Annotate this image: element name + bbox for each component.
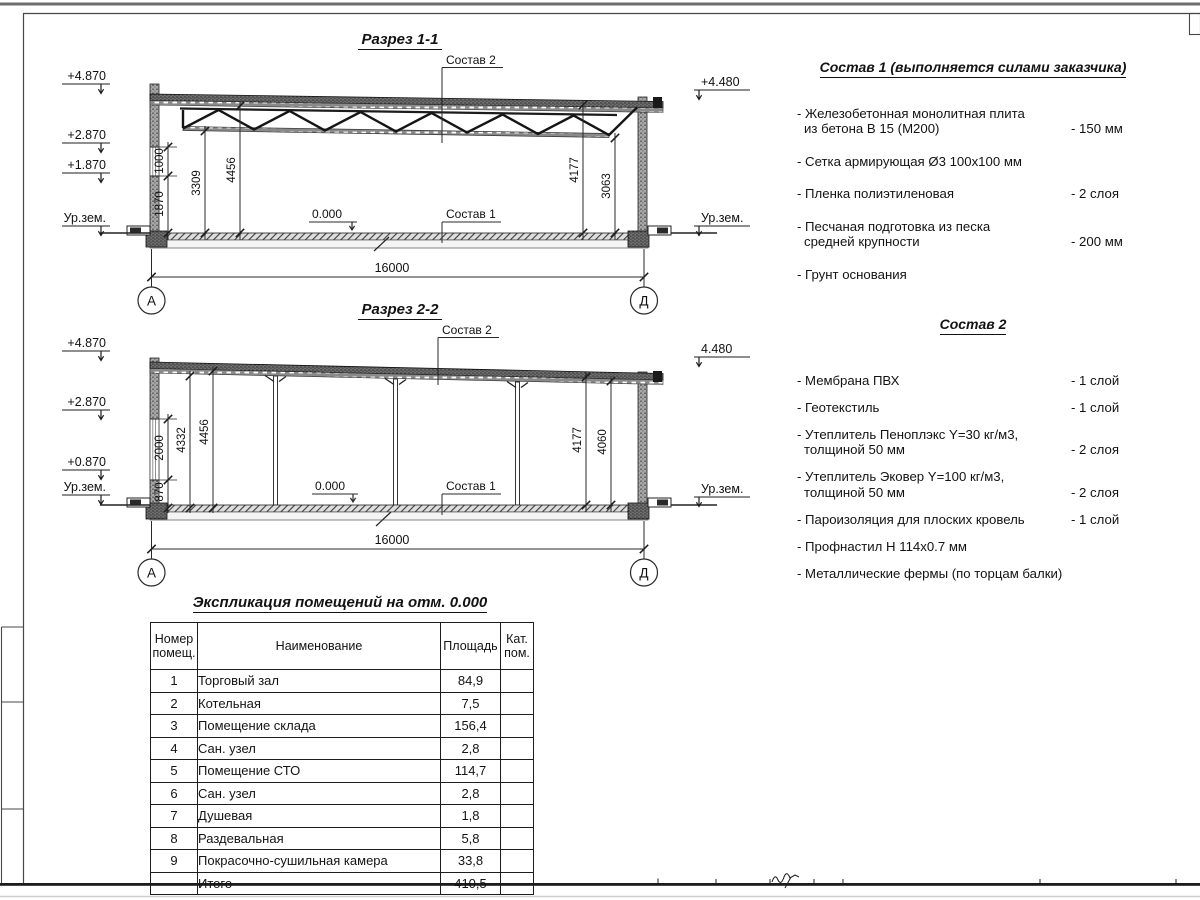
col-header-category: Кат. пом. [501,623,534,670]
room-name: Душевая [198,805,441,828]
section-2-2-title-text: Разрез 2-2 [358,301,441,320]
dimension-lines [158,366,615,513]
room-number: 2 [151,692,198,715]
table-row [151,737,534,760]
room-name: Сан. узел [198,782,441,805]
col-header-name: Наименование [198,623,441,670]
roof-truss [180,108,637,138]
floor-slab [100,498,717,526]
dimension-label: 4177 [572,427,584,453]
table-row [151,782,534,805]
room-category [501,850,534,873]
frame-corner-box [1190,14,1200,35]
layer-text-2: средней крупности [804,234,920,249]
dimension-label: 1000 [154,148,166,174]
layer-item [797,154,1149,170]
roof-composition-label: Состав 2 [446,53,496,67]
total-area: 410,5 [441,872,501,895]
room-category [501,872,534,895]
col-header-room-number: Номер помещ. [151,623,198,670]
layer-item [797,400,1149,416]
room-category [501,715,534,738]
layer-item [797,539,1149,555]
dimension-label: 4177 [569,157,581,183]
roof-end-plate [653,97,662,108]
table-header-row [151,623,534,670]
layer-item [797,219,1149,250]
table-total-row [151,872,534,895]
elevation-label: +1.870 [67,158,106,172]
layer-text: - Песчаная подготовка из песка [797,218,991,234]
room-number: 7 [151,805,198,828]
dimension-label: 1870 [154,191,166,217]
dimension-label: 4332 [176,427,188,453]
zero-level-label: 0.000 [315,479,346,493]
layer-text: - Пароизоляция для плоских кровель [797,511,1025,527]
roof-composition-label: Состав 2 [442,323,492,337]
layer-value: - 2 слоя [1071,186,1119,201]
room-area: 156,4 [441,715,501,738]
roof-end-plate [653,371,662,382]
section-2-2-drawing [62,323,750,586]
room-area: 7,5 [441,692,501,715]
elevation-label: +2.870 [67,395,106,409]
layer-value: - 2 слоя [1071,442,1119,457]
section-2-2-title [330,301,470,320]
table-row [151,692,534,715]
layer-text: - Утеплитель Пеноплэкс Y=30 кг/м3, [797,426,1019,442]
room-name: Торговый зал [198,670,441,693]
section-1-1-title [330,31,470,50]
composition-1-title-text: Состав 1 (выполняется силами заказчика) [820,60,1127,78]
layer-text: - Сетка армирующая Ø3 100х100 мм [797,153,1022,169]
layer-text: - Утеплитель Эковер Y=100 кг/м3, [797,469,1005,484]
dimension-label: 4060 [597,429,609,455]
layer-value: - 1 слой [1071,372,1120,388]
dimension-label: 3063 [601,173,613,199]
section-1-1-title-text: Разрез 1-1 [358,31,441,50]
room-area: 114,7 [441,760,501,783]
layer-item [797,267,1149,283]
table-row [151,715,534,738]
section-1-1-drawing [62,53,750,314]
explication-table [150,622,534,895]
room-name: Помещение склада [198,715,441,738]
elevation-label: 4.480 [701,342,733,356]
layer-text-2: толщиной 50 мм [804,442,905,457]
room-category [501,670,534,693]
elevation-label: Ур.зем. [701,482,744,496]
floor-composition-label: Состав 1 [446,479,496,493]
room-category [501,760,534,783]
dimension-label: 870 [154,482,166,502]
layer-value: - 200 мм [1071,234,1123,249]
zero-level-label: 0.000 [312,207,343,221]
layer-value: - 1 слой [1071,511,1120,527]
room-area: 33,8 [441,850,501,873]
layer-text: - Пленка полиэтиленовая [797,186,954,201]
layer-text: - Геотекстиль [797,399,880,415]
layer-text: - Металлические фермы (по торцам балки) [797,565,1063,581]
room-category [501,805,534,828]
room-name: Сан. узел [198,737,441,760]
layer-text-2: из бетона В 15 (М200) [804,121,940,136]
room-name: Помещение СТО [198,760,441,783]
elevation-label: +0.870 [67,455,106,469]
room-number: 3 [151,715,198,738]
room-area: 84,9 [441,670,501,693]
layer-text: - Железобетонная монолитная плита [797,105,1025,121]
layer-text-2: толщиной 50 мм [804,484,905,500]
composition-2-title-text: Состав 2 [940,317,1007,335]
room-area: 5,8 [441,827,501,850]
room-number: 1 [151,670,198,693]
elevation-label: Ур.зем. [63,211,106,225]
total-label: Итого [198,872,441,895]
room-number: 4 [151,737,198,760]
composition-1-title [797,60,1149,78]
table-row [151,850,534,873]
table-row [151,805,534,828]
overall-width-label: 16000 [374,261,410,275]
layer-text: - Профнастил Н 114х0.7 мм [797,538,967,554]
layer-item [797,106,1149,137]
layer-item [797,186,1149,202]
composition-2-title [797,317,1149,335]
elevation-label: +2.870 [67,128,106,142]
layer-text: - Мембрана ПВХ [797,372,900,388]
right-wall [638,372,647,505]
axis-label: Д [639,293,649,309]
signature-scribble [772,874,799,888]
right-wall [638,97,647,235]
room-number: 8 [151,827,198,850]
elevation-label: +4.870 [67,336,106,350]
elevation-label: Ур.зем. [701,211,744,225]
room-category [501,782,534,805]
explication-title-text: Экспликация помещений на отм. 0.000 [192,594,488,611]
room-category [501,692,534,715]
room-area: 2,8 [441,782,501,805]
axis-label: А [146,293,157,309]
elevation-label: +4.480 [701,75,740,89]
layer-value: - 150 мм [1071,121,1123,136]
composition-2-panel [797,317,1149,593]
floor-slab [100,226,717,251]
layer-item [797,566,1149,582]
layer-value: - 2 слоя [1071,484,1119,500]
dimension-label: 3309 [191,170,203,196]
layer-item [797,469,1149,500]
overall-width-label: 16000 [374,533,410,547]
room-number: 9 [151,850,198,873]
composition-1-panel [797,60,1149,299]
table-row [151,760,534,783]
room-category [501,737,534,760]
table-row [151,827,534,850]
room-name: Котельная [198,692,441,715]
elevation-label: +4.870 [67,69,106,83]
layer-value: - 1 слой [1071,399,1120,415]
table-row [151,670,534,693]
col-header-area: Площадь [441,623,501,670]
frame-top-band [0,3,1200,6]
room-number [151,872,198,895]
layer-item [797,512,1149,528]
layer-text: - Грунт основания [797,266,907,282]
axis-label: А [146,565,157,581]
room-number: 6 [151,782,198,805]
room-category [501,827,534,850]
explication-title [150,594,530,613]
dimension-label: 2000 [154,435,166,461]
axis-label: Д [639,565,649,581]
room-name: Раздевальная [198,827,441,850]
elevation-label: Ур.зем. [63,480,106,494]
room-name: Покрасочно-сушильная камера [198,850,441,873]
room-number: 5 [151,760,198,783]
layer-item [797,373,1149,389]
room-area: 2,8 [441,737,501,760]
layer-item [797,427,1149,458]
room-area: 1,8 [441,805,501,828]
floor-composition-label: Состав 1 [446,207,496,221]
dimension-label: 4456 [226,157,238,183]
dimension-label: 4456 [199,419,211,445]
